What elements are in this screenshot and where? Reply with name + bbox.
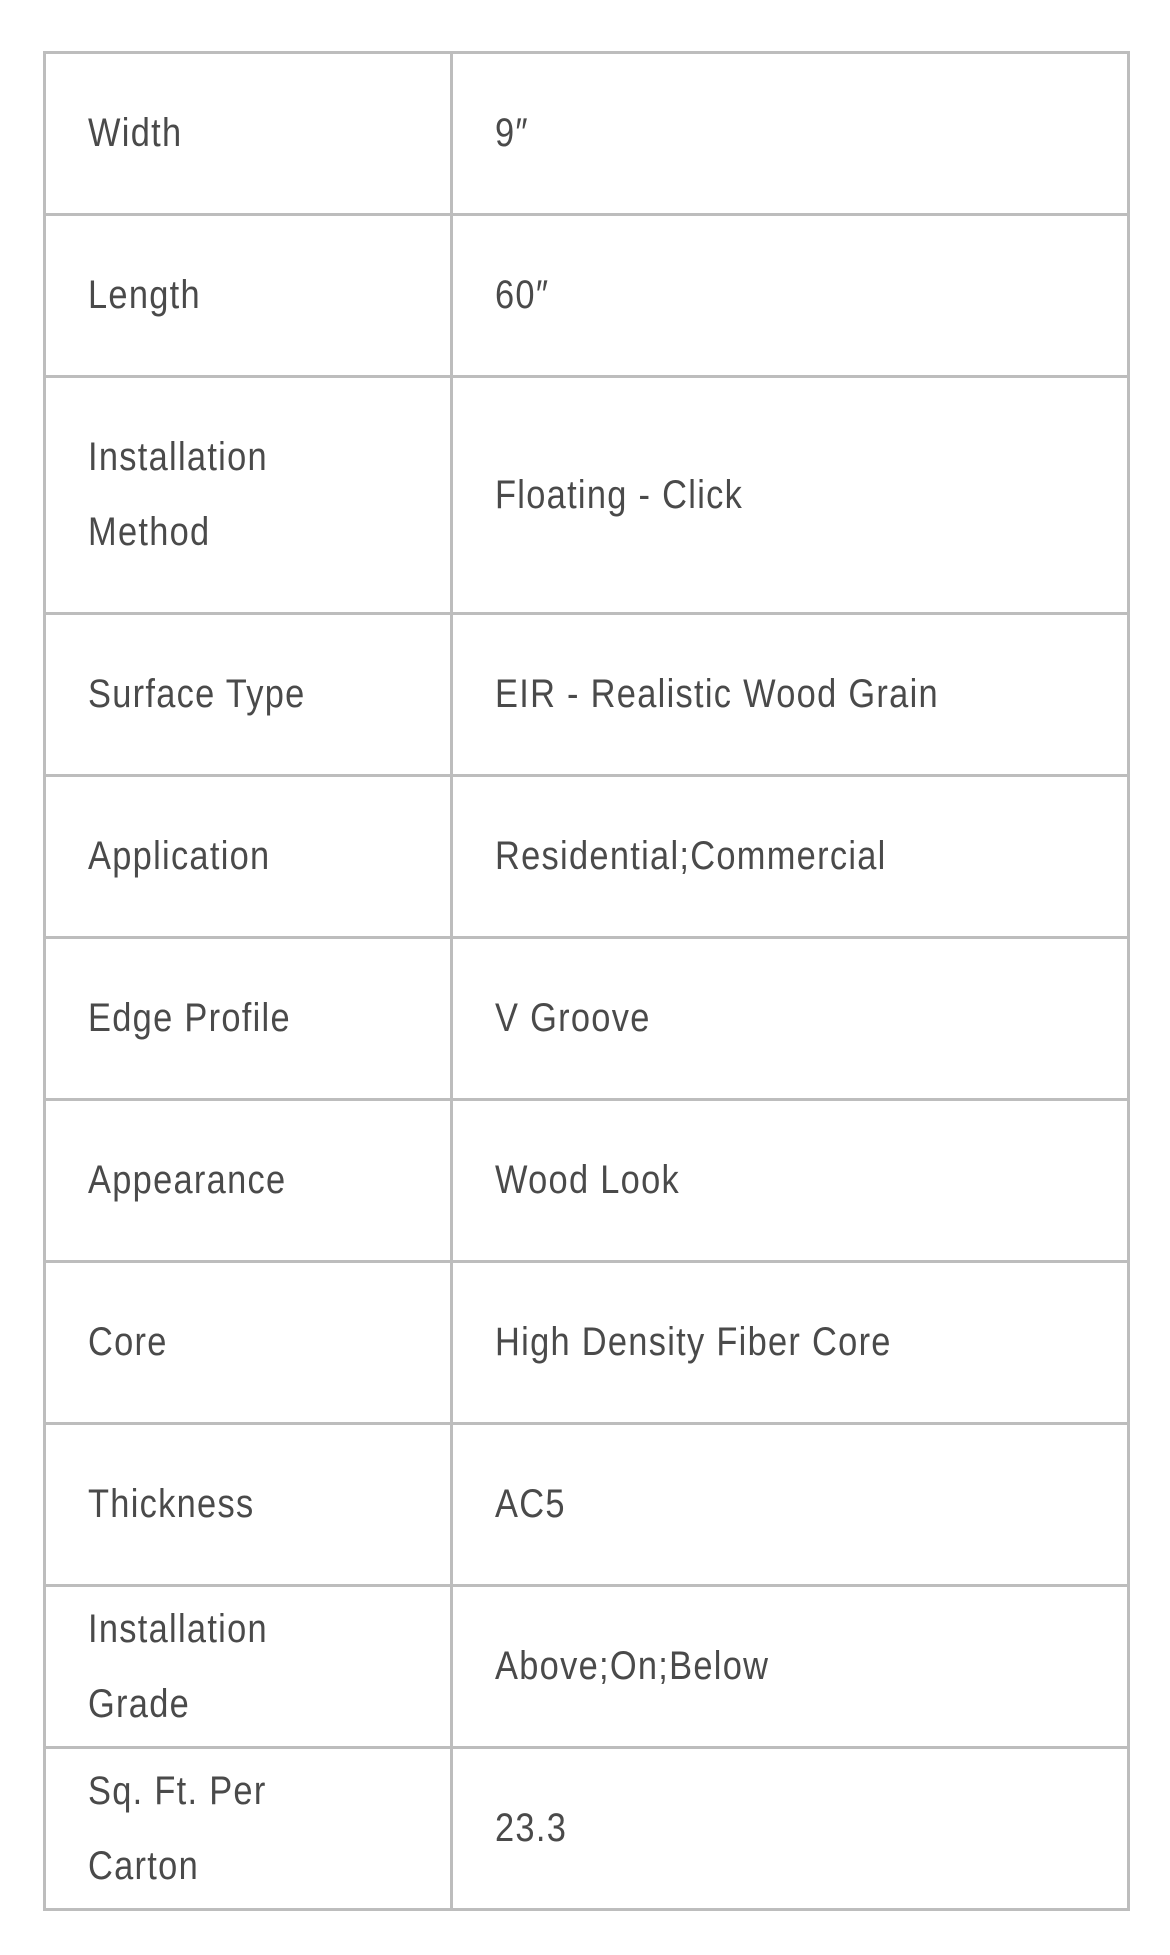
table-row: [45, 53, 1129, 215]
spec-value: 60″: [452, 215, 1129, 377]
table-row: [45, 1748, 1129, 1910]
table-row: [45, 377, 1129, 614]
table-row: [45, 1262, 1129, 1424]
spec-label: Edge Profile: [45, 938, 452, 1100]
spec-label: Installation Method: [45, 377, 452, 614]
spec-value: 9″: [452, 53, 1129, 215]
spec-value: Wood Look: [452, 1100, 1129, 1262]
table-row: [45, 1100, 1129, 1262]
table-row: [45, 614, 1129, 776]
spec-value: V Groove: [452, 938, 1129, 1100]
spec-value: 23.3: [452, 1748, 1129, 1910]
specifications-table: [43, 51, 1130, 1911]
table-row: [45, 1424, 1129, 1586]
spec-value: EIR - Realistic Wood Grain: [452, 614, 1129, 776]
spec-label: Surface Type: [45, 614, 452, 776]
table-row: [45, 938, 1129, 1100]
spec-value: Above;On;Below: [452, 1586, 1129, 1748]
spec-value: High Density Fiber Core: [452, 1262, 1129, 1424]
spec-label: Sq. Ft. Per Carton: [45, 1748, 452, 1910]
spec-value: Floating - Click: [452, 377, 1129, 614]
spec-label: Application: [45, 776, 452, 938]
table-row: [45, 776, 1129, 938]
spec-label: Length: [45, 215, 452, 377]
spec-label: Appearance: [45, 1100, 452, 1262]
spec-value: AC5: [452, 1424, 1129, 1586]
table-row: [45, 1586, 1129, 1748]
spec-label: Width: [45, 53, 452, 215]
spec-label: Thickness: [45, 1424, 452, 1586]
table-row: [45, 215, 1129, 377]
spec-label: Installation Grade: [45, 1586, 452, 1748]
spec-value: Residential;Commercial: [452, 776, 1129, 938]
spec-label: Core: [45, 1262, 452, 1424]
